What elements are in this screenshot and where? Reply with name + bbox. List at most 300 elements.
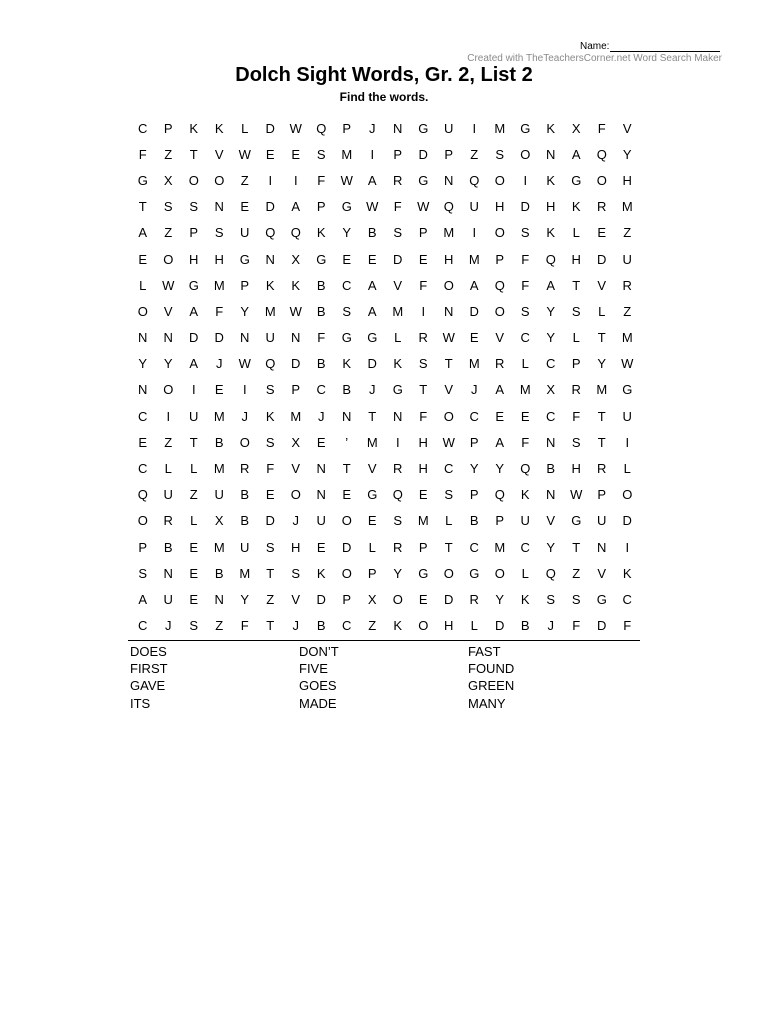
grid-cell: S bbox=[342, 303, 352, 319]
grid-cell: E bbox=[367, 251, 377, 267]
grid-cell: C bbox=[546, 408, 556, 424]
grid-cell: S bbox=[265, 434, 275, 450]
grid-cell: V bbox=[622, 120, 632, 136]
grid-row bbox=[130, 325, 640, 351]
word-list-item: MADE bbox=[299, 695, 337, 711]
grid-cell: R bbox=[495, 356, 505, 372]
grid-cell: E bbox=[189, 539, 199, 555]
grid-cell: Q bbox=[265, 356, 276, 372]
grid-cell: D bbox=[265, 513, 275, 529]
grid-cell: O bbox=[494, 565, 505, 581]
grid-cell: F bbox=[419, 408, 428, 424]
grid-cell: C bbox=[520, 330, 530, 346]
grid-cell: I bbox=[625, 539, 630, 555]
grid-cell: D bbox=[265, 120, 275, 136]
grid-cell: L bbox=[470, 618, 478, 634]
grid-cell: O bbox=[341, 565, 352, 581]
grid-cell: E bbox=[138, 251, 148, 267]
grid-cell: G bbox=[239, 251, 250, 267]
grid-cell: H bbox=[418, 434, 428, 450]
grid-cell: S bbox=[189, 618, 199, 634]
grid-cell: A bbox=[367, 277, 377, 293]
grid-cell: G bbox=[571, 513, 582, 529]
grid-cell: K bbox=[189, 120, 199, 136]
grid-cell: J bbox=[241, 408, 248, 424]
grid-cell: A bbox=[495, 382, 505, 398]
word-list-item: FIRST bbox=[130, 661, 168, 677]
grid-cell: A bbox=[469, 277, 479, 293]
word-list-item: FOUND bbox=[468, 661, 515, 677]
grid-cell: E bbox=[367, 513, 377, 529]
grid-cell: E bbox=[240, 199, 250, 215]
page-subtitle: Find the words. bbox=[339, 90, 429, 104]
grid-cell: T bbox=[572, 277, 581, 293]
grid-cell: W bbox=[366, 199, 379, 215]
grid-cell: X bbox=[214, 513, 224, 529]
grid-cell: F bbox=[215, 303, 224, 319]
grid-cell: V bbox=[597, 277, 607, 293]
grid-cell: T bbox=[266, 565, 275, 581]
grid-cell: J bbox=[471, 382, 478, 398]
grid-cell: S bbox=[546, 591, 556, 607]
grid-cell: B bbox=[316, 277, 326, 293]
grid-cell: G bbox=[520, 120, 531, 136]
grid-cell: N bbox=[214, 591, 224, 607]
grid-cell: W bbox=[238, 146, 251, 162]
grid-cell: L bbox=[190, 513, 198, 529]
grid-cell: B bbox=[316, 303, 326, 319]
grid-cell: U bbox=[240, 225, 250, 241]
grid-cell: P bbox=[418, 225, 428, 241]
grid-cell: A bbox=[367, 172, 377, 188]
grid-cell: Y bbox=[469, 461, 479, 477]
grid-cell: K bbox=[316, 225, 326, 241]
grid-cell: G bbox=[596, 591, 607, 607]
grid-cell: J bbox=[216, 356, 223, 372]
grid-cell: M bbox=[417, 513, 429, 529]
grid-cell: T bbox=[597, 408, 606, 424]
grid-cell: B bbox=[316, 356, 326, 372]
grid-row bbox=[130, 351, 640, 377]
grid-row bbox=[130, 220, 640, 246]
grid-cell: D bbox=[597, 618, 607, 634]
grid-cell: Y bbox=[342, 225, 352, 241]
grid-cell: O bbox=[494, 225, 505, 241]
grid-cell: U bbox=[622, 251, 632, 267]
grid-cell: K bbox=[265, 408, 275, 424]
grid-cell: G bbox=[418, 172, 429, 188]
grid-cell: K bbox=[622, 565, 632, 581]
grid-cell: I bbox=[191, 382, 196, 398]
grid-cell: G bbox=[469, 565, 480, 581]
grid-cell: L bbox=[164, 461, 172, 477]
grid-cell: N bbox=[214, 199, 224, 215]
grid-cell: M bbox=[213, 408, 225, 424]
grid-cell: F bbox=[393, 199, 402, 215]
grid-cell: G bbox=[367, 330, 378, 346]
grid-row bbox=[130, 534, 640, 560]
name-field bbox=[580, 41, 720, 52]
grid-cell: M bbox=[392, 303, 404, 319]
grid-cell: S bbox=[316, 146, 326, 162]
grid-cell: W bbox=[289, 303, 302, 319]
grid-cell: U bbox=[163, 487, 173, 503]
grid-row bbox=[130, 167, 640, 193]
grid-cell: Z bbox=[164, 225, 173, 241]
grid-cell: P bbox=[571, 356, 581, 372]
grid-cell: Z bbox=[215, 618, 224, 634]
grid-cell: S bbox=[265, 382, 275, 398]
grid-cell: E bbox=[214, 382, 224, 398]
grid-cell: F bbox=[240, 618, 249, 634]
grid-cell: Z bbox=[623, 225, 632, 241]
grid-cell: E bbox=[138, 434, 148, 450]
grid-cell: W bbox=[442, 330, 455, 346]
grid-cell: R bbox=[418, 330, 428, 346]
grid-cell: G bbox=[341, 199, 352, 215]
grid-cell: U bbox=[214, 487, 224, 503]
grid-cell: E bbox=[418, 251, 428, 267]
grid-cell: F bbox=[138, 146, 147, 162]
grid-cell: G bbox=[316, 251, 327, 267]
grid-cell: P bbox=[367, 565, 377, 581]
grid-cell: J bbox=[292, 513, 299, 529]
grid-cell: M bbox=[290, 408, 302, 424]
grid-cell: W bbox=[289, 120, 302, 136]
grid-cell: L bbox=[572, 330, 580, 346]
grid-cell: C bbox=[342, 277, 352, 293]
grid-cell: B bbox=[214, 565, 224, 581]
grid-cell: O bbox=[137, 303, 148, 319]
grid-cell: S bbox=[189, 199, 199, 215]
grid-cell: M bbox=[239, 565, 251, 581]
grid-cell: V bbox=[444, 382, 454, 398]
grid-cell: R bbox=[393, 461, 403, 477]
grid-cell: W bbox=[340, 172, 353, 188]
grid-cell: Y bbox=[393, 565, 403, 581]
grid-cell: D bbox=[291, 356, 301, 372]
grid-cell: C bbox=[520, 539, 530, 555]
grid-cell: U bbox=[189, 408, 199, 424]
grid-cell: V bbox=[495, 330, 505, 346]
grid-cell: O bbox=[137, 513, 148, 529]
grid-cell: N bbox=[393, 120, 403, 136]
grid-cell: P bbox=[342, 120, 352, 136]
grid-cell: I bbox=[523, 172, 528, 188]
grid-cell: H bbox=[495, 199, 505, 215]
grid-cell: M bbox=[621, 330, 633, 346]
grid-cell: X bbox=[367, 591, 377, 607]
grid-cell: C bbox=[316, 382, 326, 398]
grid-cell: H bbox=[444, 251, 454, 267]
grid-cell: G bbox=[367, 487, 378, 503]
grid-cell: C bbox=[138, 618, 148, 634]
grid-cell: Y bbox=[495, 591, 505, 607]
grid-cell: S bbox=[393, 225, 403, 241]
grid-cell: U bbox=[240, 539, 250, 555]
grid-row bbox=[130, 482, 640, 508]
grid-cell: N bbox=[597, 539, 607, 555]
grid-cell: I bbox=[625, 434, 630, 450]
grid-cell: R bbox=[469, 591, 479, 607]
grid-cell: S bbox=[520, 225, 530, 241]
grid-row bbox=[130, 141, 640, 167]
grid-cell: Z bbox=[164, 434, 173, 450]
grid-cell: R bbox=[597, 461, 607, 477]
grid-cell: N bbox=[240, 330, 250, 346]
grid-cell: H bbox=[571, 461, 581, 477]
grid-cell: K bbox=[265, 277, 275, 293]
grid-cell: B bbox=[240, 487, 250, 503]
grid-cell: A bbox=[291, 199, 301, 215]
grid-cell: S bbox=[571, 303, 581, 319]
grid-cell: P bbox=[316, 199, 326, 215]
grid-cell: H bbox=[189, 251, 199, 267]
grid-cell: P bbox=[240, 277, 250, 293]
grid-cell: U bbox=[163, 591, 173, 607]
grid-cell: I bbox=[472, 225, 477, 241]
grid-cell: Q bbox=[469, 172, 480, 188]
grid-cell: O bbox=[418, 618, 429, 634]
grid-cell: I bbox=[421, 303, 426, 319]
grid-cell: T bbox=[189, 146, 198, 162]
grid-cell: W bbox=[442, 434, 455, 450]
grid-cell: M bbox=[494, 120, 506, 136]
grid-row bbox=[130, 508, 640, 534]
grid-cell: O bbox=[392, 591, 403, 607]
grid-cell: Q bbox=[290, 225, 301, 241]
credit-text: Created with TheTeachersCorner.net Word Search Maker bbox=[467, 53, 722, 64]
grid-cell: X bbox=[571, 120, 581, 136]
grid-cell: K bbox=[546, 225, 556, 241]
grid-cell: S bbox=[444, 487, 454, 503]
grid-cell: D bbox=[418, 146, 428, 162]
grid-cell: N bbox=[546, 146, 556, 162]
grid-cell: Z bbox=[189, 487, 198, 503]
word-list-item: DON’T bbox=[299, 644, 339, 659]
grid-cell: C bbox=[469, 408, 479, 424]
grid-cell: L bbox=[445, 513, 453, 529]
grid-cell: U bbox=[444, 120, 454, 136]
grid-cell: I bbox=[472, 120, 477, 136]
grid-cell: E bbox=[597, 225, 607, 241]
grid-cell: N bbox=[316, 487, 326, 503]
grid-cell: Q bbox=[520, 461, 531, 477]
grid-cell: M bbox=[366, 434, 378, 450]
word-list-item: ITS bbox=[130, 695, 151, 711]
grid-cell: B bbox=[316, 618, 326, 634]
grid-cell: V bbox=[393, 277, 403, 293]
grid-cell: E bbox=[342, 487, 352, 503]
word-list-item: GREEN bbox=[468, 678, 515, 694]
grid-cell: F bbox=[266, 461, 275, 477]
grid-cell: O bbox=[520, 146, 531, 162]
grid-cell: K bbox=[316, 565, 326, 581]
grid-cell: A bbox=[571, 146, 581, 162]
grid-row bbox=[130, 377, 640, 403]
grid-cell: Q bbox=[596, 146, 607, 162]
grid-cell: ’ bbox=[345, 434, 349, 450]
grid-cell: T bbox=[597, 434, 606, 450]
grid-cell: Y bbox=[546, 539, 556, 555]
grid-cell: Q bbox=[392, 487, 403, 503]
grid-cell: O bbox=[494, 303, 505, 319]
grid-cell: Z bbox=[623, 303, 632, 319]
grid-cell: P bbox=[291, 382, 301, 398]
grid-cell: L bbox=[521, 356, 529, 372]
grid-cell: E bbox=[265, 146, 275, 162]
grid-cell: S bbox=[291, 565, 301, 581]
word-list-item: FIVE bbox=[299, 661, 328, 677]
grid-cell: G bbox=[571, 172, 582, 188]
grid-cell: T bbox=[444, 539, 453, 555]
grid-cell: W bbox=[621, 356, 634, 372]
grid-row bbox=[130, 246, 640, 272]
grid-cell: L bbox=[623, 461, 631, 477]
grid-row bbox=[130, 586, 640, 612]
grid-cell: E bbox=[495, 408, 505, 424]
grid-cell: L bbox=[521, 565, 529, 581]
grid-row bbox=[130, 613, 640, 639]
grid-cell: J bbox=[369, 382, 376, 398]
grid-cell: P bbox=[469, 434, 479, 450]
grid-cell: W bbox=[417, 199, 430, 215]
grid-cell: M bbox=[213, 277, 225, 293]
grid-cell: D bbox=[393, 251, 403, 267]
grid-cell: H bbox=[622, 172, 632, 188]
grid-cell: D bbox=[444, 591, 454, 607]
grid-cell: Z bbox=[240, 172, 249, 188]
grid-cell: I bbox=[268, 172, 273, 188]
grid-cell: F bbox=[317, 330, 326, 346]
grid-cell: M bbox=[213, 461, 225, 477]
grid-cell: P bbox=[342, 591, 352, 607]
grid-cell: G bbox=[188, 277, 199, 293]
grid-cell: G bbox=[137, 172, 148, 188]
grid-cell: W bbox=[162, 277, 175, 293]
grid-cell: P bbox=[418, 539, 428, 555]
grid-row bbox=[130, 455, 640, 481]
grid-cell: P bbox=[138, 539, 148, 555]
grid-cell: E bbox=[291, 146, 301, 162]
grid-cell: T bbox=[597, 330, 606, 346]
grid-cell: O bbox=[163, 251, 174, 267]
grid-cell: Y bbox=[240, 303, 250, 319]
grid-cell: V bbox=[291, 591, 301, 607]
grid-cell: O bbox=[214, 172, 225, 188]
grid-cell: K bbox=[546, 172, 556, 188]
grid-cell: O bbox=[596, 172, 607, 188]
grid-cell: U bbox=[520, 513, 530, 529]
grid-cell: H bbox=[291, 539, 301, 555]
grid-cell: C bbox=[546, 356, 556, 372]
grid-cell: S bbox=[265, 539, 275, 555]
grid-cell: D bbox=[495, 618, 505, 634]
grid-row bbox=[130, 194, 640, 220]
grid-cell: S bbox=[214, 225, 224, 241]
grid-cell: F bbox=[521, 434, 530, 450]
grid-cell: K bbox=[393, 618, 403, 634]
grid-cell: G bbox=[622, 382, 633, 398]
grid-cell: X bbox=[546, 382, 556, 398]
grid-cell: F bbox=[623, 618, 632, 634]
grid-cell: W bbox=[570, 487, 583, 503]
grid-cell: D bbox=[265, 199, 275, 215]
grid-cell: G bbox=[418, 120, 429, 136]
grid-cell: B bbox=[469, 513, 479, 529]
grid-cell: N bbox=[393, 408, 403, 424]
grid-cell: Q bbox=[137, 487, 148, 503]
grid-cell: N bbox=[138, 330, 148, 346]
grid-cell: U bbox=[597, 513, 607, 529]
grid-cell: F bbox=[521, 251, 530, 267]
grid-cell: E bbox=[469, 330, 479, 346]
grid-cell: D bbox=[342, 539, 352, 555]
grid-cell: K bbox=[291, 277, 301, 293]
grid-cell: N bbox=[265, 251, 275, 267]
grid-cell: P bbox=[597, 487, 607, 503]
grid-cell: F bbox=[521, 277, 530, 293]
grid-cell: R bbox=[571, 382, 581, 398]
grid-cell: S bbox=[393, 513, 403, 529]
word-list-item: MANY bbox=[468, 695, 506, 711]
grid-cell: Y bbox=[240, 591, 250, 607]
grid-cell: J bbox=[318, 408, 325, 424]
grid-cell: M bbox=[596, 382, 608, 398]
grid-cell: O bbox=[443, 565, 454, 581]
name-label: Name: bbox=[580, 41, 610, 52]
word-list bbox=[130, 643, 640, 712]
grid-cell: M bbox=[443, 225, 455, 241]
grid-row bbox=[130, 403, 640, 429]
grid-cell: L bbox=[598, 303, 606, 319]
grid-cell: L bbox=[241, 120, 249, 136]
grid-cell: W bbox=[238, 356, 251, 372]
grid-cell: F bbox=[572, 618, 581, 634]
grid-cell: H bbox=[444, 618, 454, 634]
grid-cell: D bbox=[189, 330, 199, 346]
grid-cell: E bbox=[189, 591, 199, 607]
grid-cell: M bbox=[494, 539, 506, 555]
grid-cell: A bbox=[189, 356, 199, 372]
grid-cell: L bbox=[190, 461, 198, 477]
grid-cell: H bbox=[214, 251, 224, 267]
grid-cell: V bbox=[291, 461, 301, 477]
grid-cell: O bbox=[443, 408, 454, 424]
grid-cell: Y bbox=[163, 356, 173, 372]
grid-cell: M bbox=[468, 251, 480, 267]
grid-cell: I bbox=[293, 172, 298, 188]
grid-cell: Y bbox=[622, 146, 632, 162]
grid-cell: N bbox=[163, 565, 173, 581]
divider bbox=[128, 640, 640, 641]
grid-cell: C bbox=[622, 591, 632, 607]
grid-cell: O bbox=[188, 172, 199, 188]
grid-cell: H bbox=[546, 199, 556, 215]
grid-cell: E bbox=[520, 408, 530, 424]
grid-cell: Y bbox=[495, 461, 505, 477]
grid-cell: J bbox=[292, 618, 299, 634]
grid-cell: D bbox=[214, 330, 224, 346]
grid-cell: F bbox=[317, 172, 326, 188]
grid-cell: G bbox=[418, 565, 429, 581]
grid-cell: C bbox=[138, 120, 148, 136]
grid-cell: C bbox=[342, 618, 352, 634]
grid-cell: O bbox=[239, 434, 250, 450]
grid-cell: K bbox=[393, 356, 403, 372]
grid-cell: N bbox=[138, 382, 148, 398]
grid-cell: K bbox=[520, 487, 530, 503]
